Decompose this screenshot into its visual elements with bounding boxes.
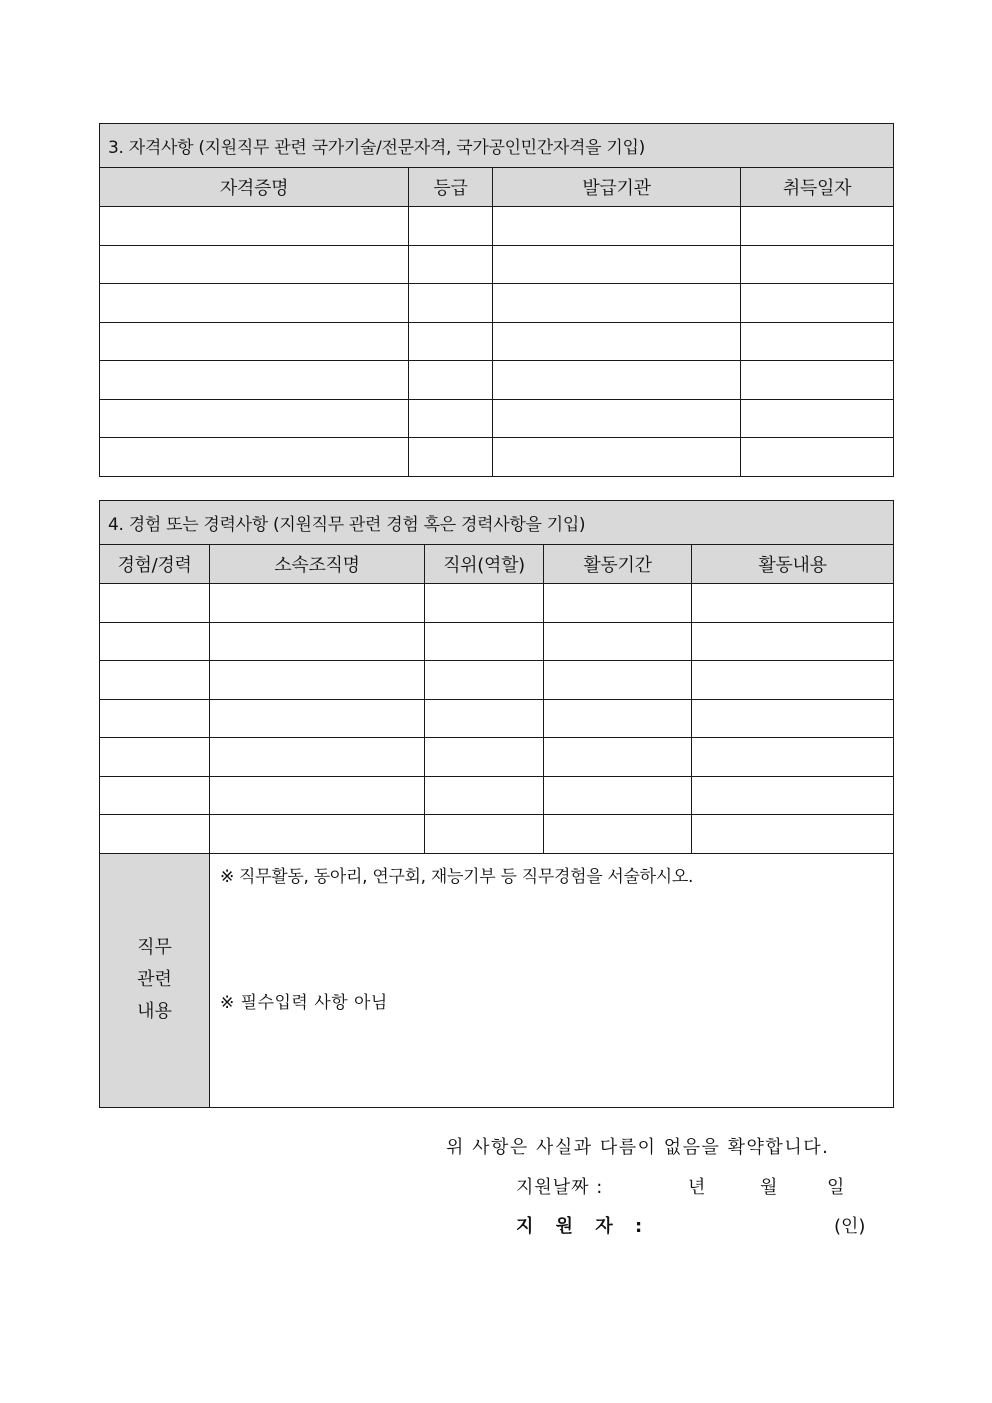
organization-field[interactable]: [210, 584, 425, 623]
application-date-row: [516, 1173, 876, 1199]
activity-field[interactable]: [692, 815, 894, 854]
experience-type-field[interactable]: [100, 584, 210, 623]
experience-type-field[interactable]: [100, 776, 210, 815]
position-field[interactable]: [425, 584, 544, 623]
acquired-date-field[interactable]: [741, 399, 894, 438]
table-row: [100, 815, 894, 854]
organization-field[interactable]: [210, 622, 425, 661]
period-field[interactable]: [544, 661, 692, 700]
experience-type-field[interactable]: [100, 738, 210, 777]
certificate-name-field[interactable]: [100, 399, 409, 438]
column-header-activity: 활동내용: [692, 545, 894, 584]
column-header-position: 직위(역할): [425, 545, 544, 584]
certificate-name-field[interactable]: [100, 438, 409, 477]
grade-field[interactable]: [409, 207, 493, 246]
issuer-field[interactable]: [493, 361, 741, 400]
position-field[interactable]: [425, 776, 544, 815]
pledge-statement: 위 사항은 사실과 다름이 없음을 확약합니다.: [446, 1137, 830, 1158]
organization-field[interactable]: [210, 815, 425, 854]
acquired-date-field[interactable]: [741, 322, 894, 361]
experience-type-field[interactable]: [100, 622, 210, 661]
column-header-grade: 등급: [409, 168, 493, 207]
table-row: [100, 438, 894, 477]
day-label: 일: [827, 1177, 845, 1198]
period-field[interactable]: [544, 738, 692, 777]
position-field[interactable]: [425, 815, 544, 854]
certifications-section-title: 3. 자격사항 (지원직무 관련 국가기술/전문자격, 국가공인민간자격을 기입): [100, 124, 894, 168]
certificate-name-field[interactable]: [100, 361, 409, 400]
table-row: [100, 661, 894, 700]
column-header-period: 활동기간: [544, 545, 692, 584]
table-row: [100, 361, 894, 400]
description-instruction: ※ 직무활동, 동아리, 연구회, 재능기부 등 직무경험을 서술하시오.: [220, 866, 694, 887]
label-line: 내용: [137, 1001, 172, 1022]
label-line: 관련: [137, 969, 172, 990]
applicant-label: 지 원 자 :: [516, 1216, 651, 1237]
certifications-table: [99, 123, 894, 477]
table-row: [100, 584, 894, 623]
grade-field[interactable]: [409, 245, 493, 284]
period-field[interactable]: [544, 815, 692, 854]
table-row: [100, 284, 894, 323]
issuer-field[interactable]: [493, 284, 741, 323]
issuer-field[interactable]: [493, 438, 741, 477]
job-related-content-field[interactable]: [210, 853, 894, 1107]
table-row: [100, 699, 894, 738]
activity-field[interactable]: [692, 584, 894, 623]
experience-type-field[interactable]: [100, 699, 210, 738]
column-header-certificate-name: 자격증명: [100, 168, 409, 207]
column-header-issuer: 발급기관: [493, 168, 741, 207]
table-row: [100, 776, 894, 815]
acquired-date-field[interactable]: [741, 438, 894, 477]
job-related-content-label: [100, 853, 210, 1107]
period-field[interactable]: [544, 584, 692, 623]
month-label: 월: [760, 1177, 778, 1198]
activity-field[interactable]: [692, 622, 894, 661]
experience-table: [99, 500, 894, 1108]
organization-field[interactable]: [210, 738, 425, 777]
issuer-field[interactable]: [493, 322, 741, 361]
column-header-experience-type: 경험/경력: [100, 545, 210, 584]
table-row: [100, 738, 894, 777]
activity-field[interactable]: [692, 738, 894, 777]
table-row: [100, 399, 894, 438]
organization-field[interactable]: [210, 661, 425, 700]
grade-field[interactable]: [409, 361, 493, 400]
application-date-label: 지원날짜 :: [516, 1177, 604, 1198]
experience-section-title: 4. 경험 또는 경력사항 (지원직무 관련 경험 혹은 경력사항을 기입): [100, 501, 894, 545]
experience-type-field[interactable]: [100, 815, 210, 854]
table-row: [100, 245, 894, 284]
column-header-organization: 소속조직명: [210, 545, 425, 584]
grade-field[interactable]: [409, 438, 493, 477]
table-row: [100, 622, 894, 661]
position-field[interactable]: [425, 622, 544, 661]
organization-field[interactable]: [210, 776, 425, 815]
period-field[interactable]: [544, 699, 692, 738]
table-row: [100, 207, 894, 246]
acquired-date-field[interactable]: [741, 361, 894, 400]
period-field[interactable]: [544, 622, 692, 661]
year-label: 년: [688, 1177, 706, 1198]
grade-field[interactable]: [409, 322, 493, 361]
issuer-field[interactable]: [493, 399, 741, 438]
certificate-name-field[interactable]: [100, 322, 409, 361]
organization-field[interactable]: [210, 699, 425, 738]
position-field[interactable]: [425, 738, 544, 777]
acquired-date-field[interactable]: [741, 284, 894, 323]
seal-label: (인): [834, 1216, 866, 1237]
issuer-field[interactable]: [493, 207, 741, 246]
issuer-field[interactable]: [493, 245, 741, 284]
activity-field[interactable]: [692, 699, 894, 738]
activity-field[interactable]: [692, 776, 894, 815]
certificate-name-field[interactable]: [100, 207, 409, 246]
activity-field[interactable]: [692, 661, 894, 700]
table-row: [100, 322, 894, 361]
experience-type-field[interactable]: [100, 661, 210, 700]
period-field[interactable]: [544, 776, 692, 815]
label-line: 직무: [137, 937, 172, 958]
acquired-date-field[interactable]: [741, 245, 894, 284]
position-field[interactable]: [425, 661, 544, 700]
column-header-acquired-date: 취득일자: [741, 168, 894, 207]
position-field[interactable]: [425, 699, 544, 738]
applicant-signature-row: [516, 1212, 886, 1240]
acquired-date-field[interactable]: [741, 207, 894, 246]
certificate-name-field[interactable]: [100, 245, 409, 284]
grade-field[interactable]: [409, 284, 493, 323]
optional-note: ※ 필수입력 사항 아님: [220, 992, 388, 1013]
grade-field[interactable]: [409, 399, 493, 438]
certificate-name-field[interactable]: [100, 284, 409, 323]
